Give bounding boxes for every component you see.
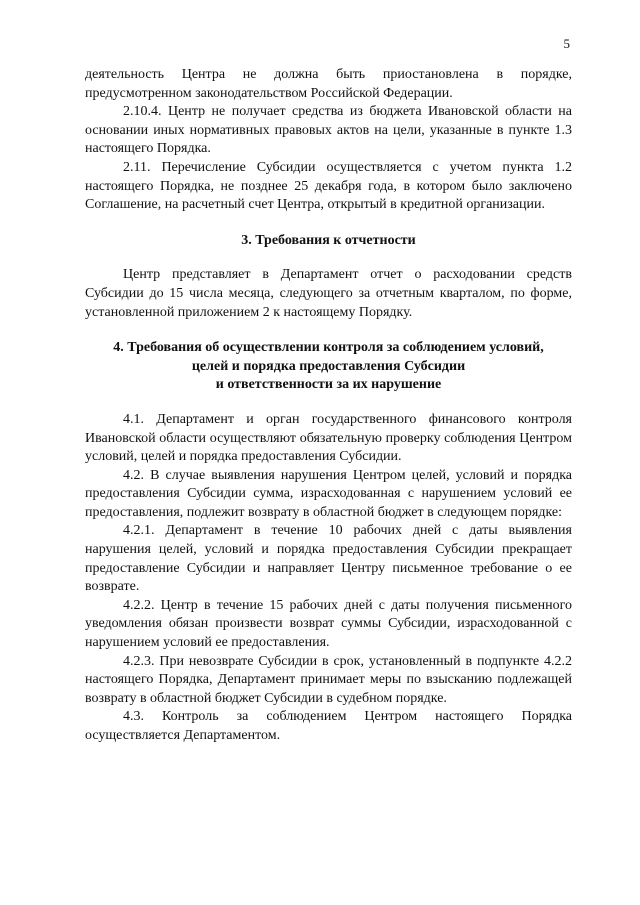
paragraph-4-2-1: 4.2.1. Департамент в течение 10 рабочих дней с даты выявления нарушения целей, условий и порядка предоставления Субсидии прекращает предоставление Субсидии и направляет Центру письменное требование о ее возврате. xyxy=(85,523,572,595)
section-4-heading xyxy=(85,339,572,395)
page-number: 5 xyxy=(563,36,570,51)
section-4-heading-line: целей и порядка предоставления Субсидии xyxy=(191,358,466,374)
paragraph-2-10-4: 2.10.4. Центр не получает средства из бюджета Ивановской области на основании иных нормативных правовых актов на цели, указанные в пункте 1.3 настоящего Порядка. xyxy=(85,104,572,157)
paragraph-4-3: 4.3. Контроль за соблюдением Центром настоящего Порядка осуществляется Департаментом. xyxy=(85,709,572,743)
section-4-heading-line: и ответственности за их нарушение xyxy=(215,377,442,393)
paragraph-4-1: 4.1. Департамент и орган государственного финансового контроля Ивановской области осуществляют обязательную проверку соблюдения Центром условий, целей и порядка предоставления Субсидии. xyxy=(85,411,572,465)
paragraph-4-2-2: 4.2.2. Центр в течение 15 рабочих дней с даты получения письменного уведомления обязан произвести возврат суммы Субсидии, израсходованной с нарушением условий ее предоставления. xyxy=(85,597,572,651)
paragraph-continuation: деятельность Центра не должна быть приостановлена в порядке, предусмотренном законодательством Российской Федерации. xyxy=(85,67,572,101)
section-3-heading: 3. Требования к отчетности xyxy=(241,232,416,248)
paragraph-4-2: 4.2. В случае выявления нарушения Центром целей, условий и порядка предоставления Субсидии сумма, израсходованная с нарушением условий ее предоставления, подлежит возврату в областной бюджет в следующем порядке: xyxy=(85,467,572,520)
section-4-heading-line: 4. Требования об осуществлении контроля за соблюдением условий, xyxy=(113,340,544,356)
document-body xyxy=(85,66,572,746)
paragraph-2-11: 2.11. Перечисление Субсидии осуществляется с учетом пункта 1.2 настоящего Порядка, не позднее 25 декабря года, в котором было заключено Соглашение, на расчетный счет Центра, открытый в кредитной организации. xyxy=(85,159,572,213)
paragraph-4-2-3: 4.2.3. При невозврате Субсидии в срок, установленный в подпункте 4.2.2 настоящего Порядка, Департамент принимает меры по взысканию подлежащей возврату в областной бюджет Субсидии в судебном порядке. xyxy=(85,653,572,706)
section-3-paragraph: Центр представляет в Департамент отчет о расходовании средств Субсидии до 15 числа месяца, следующего за отчетным кварталом, по форме, установленной приложением 2 к настоящему Порядку. xyxy=(85,267,572,320)
